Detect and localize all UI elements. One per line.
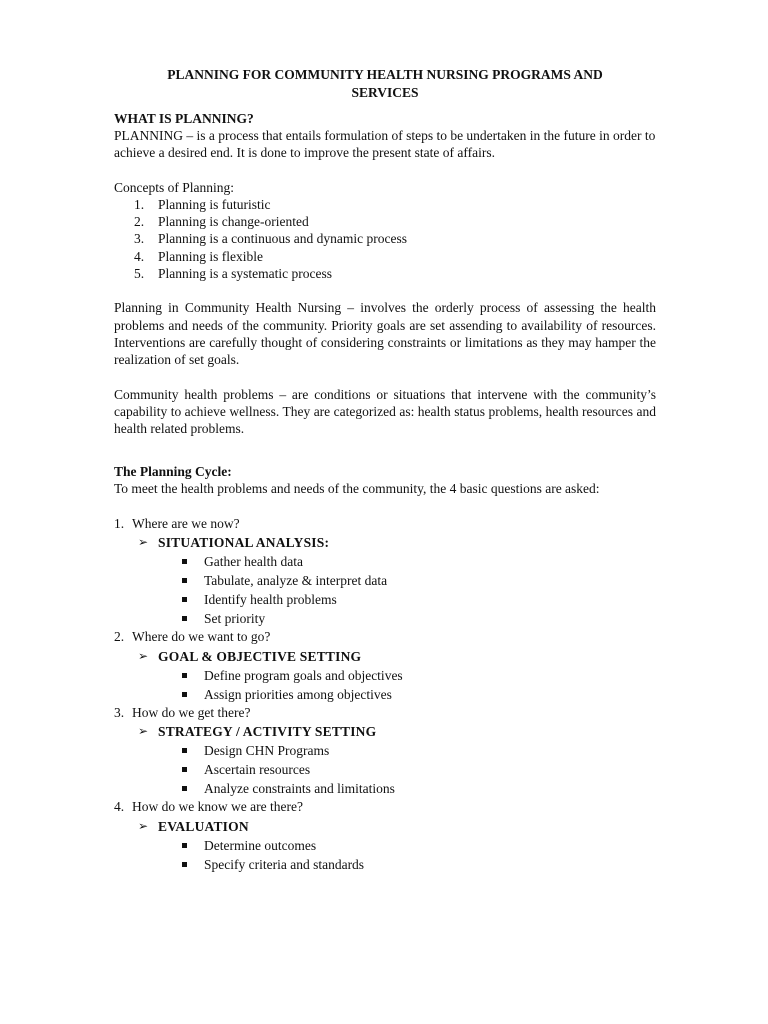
square-bullet-icon bbox=[182, 786, 187, 791]
stage-heading: ➢ GOAL & OBJECTIVE SETTING bbox=[138, 648, 362, 664]
title-line-1: PLANNING FOR COMMUNITY HEALTH NURSING PROGRAMS AND bbox=[167, 67, 603, 82]
arrow-bullet-icon: ➢ bbox=[138, 818, 149, 833]
square-bullet-icon bbox=[182, 616, 187, 621]
concept-item: 5. Planning is a systematic process bbox=[134, 266, 332, 282]
concept-item: 4. Planning is flexible bbox=[134, 248, 263, 264]
concepts-list bbox=[114, 196, 656, 282]
square-bullet-icon bbox=[182, 767, 187, 772]
document-title bbox=[114, 66, 656, 102]
concepts-label: Concepts of Planning: bbox=[114, 179, 234, 195]
list-item: Tabulate, analyze & interpret data bbox=[114, 571, 656, 590]
stage-heading: ➢ STRATEGY / ACTIVITY SETTING bbox=[138, 724, 377, 740]
health-problems-paragraph: Community health problems – are conditions or situations that intervene with the community’s capability to achieve wellness. They are categorized as: health status problems, health resources and health related problems. bbox=[114, 386, 656, 437]
what-is-planning-heading: WHAT IS PLANNING? bbox=[114, 111, 254, 126]
planning-cycle-intro: To meet the health problems and needs of the community, the 4 basic questions are asked: bbox=[114, 481, 600, 497]
square-bullet-icon bbox=[182, 673, 187, 678]
concept-item: 2. Planning is change-oriented bbox=[134, 214, 309, 230]
question-item: 4. How do we know we are there? bbox=[114, 799, 303, 815]
chn-planning-paragraph: Planning in Community Health Nursing – involves the orderly process of assessing the health problems and needs of the community. Priority goals are set assending to availability of resources. Interventions are carefully thought of considering constraints or limitations as they may hamper the realization of set goals. bbox=[114, 300, 656, 368]
arrow-bullet-icon: ➢ bbox=[138, 535, 149, 550]
concept-item: 3. Planning is a continuous and dynamic process bbox=[134, 231, 407, 247]
arrow-bullet-icon: ➢ bbox=[138, 724, 149, 739]
square-bullet-icon bbox=[182, 692, 187, 697]
list-item: Set priority bbox=[114, 609, 656, 628]
square-bullet-icon bbox=[182, 748, 187, 753]
list-item: Gather health data bbox=[114, 552, 656, 571]
question-item: 1. Where are we now? bbox=[114, 515, 240, 531]
list-item: Analyze constraints and limitations bbox=[114, 779, 656, 798]
list-item: Assign priorities among objectives bbox=[114, 685, 656, 704]
question-item: 2. Where do we want to go? bbox=[114, 629, 271, 645]
square-bullet-icon bbox=[182, 862, 187, 867]
planning-definition: PLANNING – is a process that entails formulation of steps to be undertaken in the future in order to achieve a desired end. It is done to improve the present state of affairs. bbox=[114, 128, 656, 161]
list-item: Design CHN Programs bbox=[114, 741, 656, 760]
list-item: Define program goals and objectives bbox=[114, 666, 656, 685]
document-page bbox=[114, 66, 656, 874]
stage-heading: ➢ SITUATIONAL ANALYSIS: bbox=[138, 535, 330, 551]
stage-heading: ➢ EVALUATION bbox=[138, 818, 249, 834]
list-item: Identify health problems bbox=[114, 590, 656, 609]
square-bullet-icon bbox=[182, 843, 187, 848]
list-item: Determine outcomes bbox=[114, 836, 656, 855]
list-item: Ascertain resources bbox=[114, 760, 656, 779]
planning-cycle-heading: The Planning Cycle: bbox=[114, 464, 232, 480]
question-item: 3. How do we get there? bbox=[114, 704, 251, 720]
concept-item: 1. Planning is futuristic bbox=[134, 196, 271, 212]
square-bullet-icon bbox=[182, 559, 187, 564]
title-line-2: SERVICES bbox=[351, 85, 419, 100]
square-bullet-icon bbox=[182, 597, 187, 602]
arrow-bullet-icon: ➢ bbox=[138, 648, 149, 663]
list-item: Specify criteria and standards bbox=[114, 855, 656, 874]
square-bullet-icon bbox=[182, 578, 187, 583]
